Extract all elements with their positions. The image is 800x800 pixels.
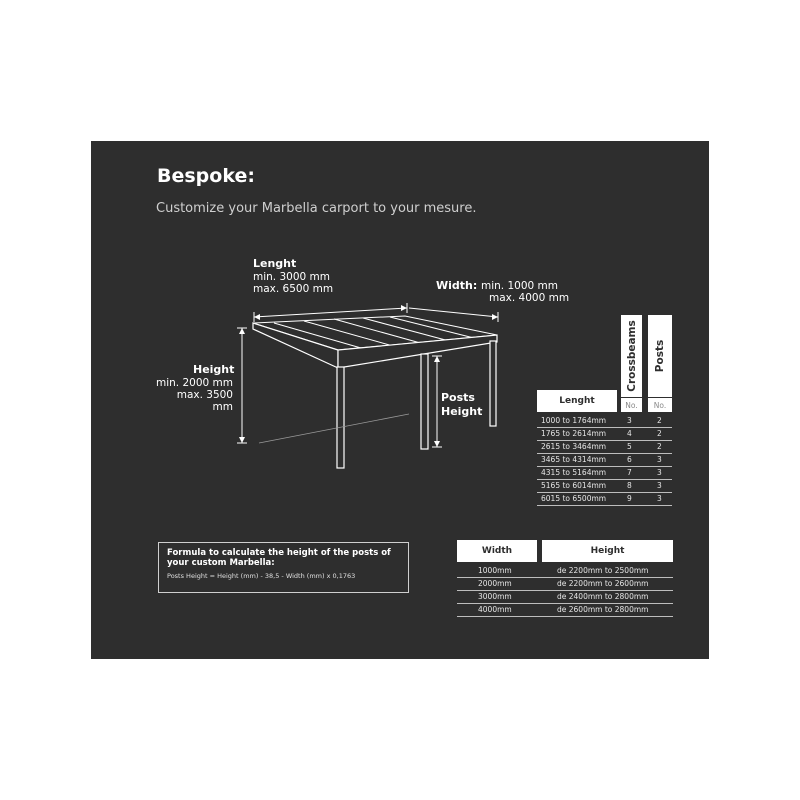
cell-crossbeams: 4 (627, 429, 632, 438)
col-header-width: Width (457, 540, 537, 562)
table-row (457, 578, 673, 591)
col-header-crossbeams: Crossbeams (621, 315, 642, 397)
cell-width: 4000mm (478, 605, 512, 614)
posts-no: No. (648, 398, 672, 412)
cell-posts: 2 (657, 429, 662, 438)
height-max: max. 3500 mm (176, 389, 233, 413)
cell-width: 1000mm (478, 566, 512, 575)
table-row (537, 480, 672, 493)
cell-height-range: de 2200mm to 2600mm (557, 579, 649, 588)
formula-title: Formula to calculate the height of the posts of your custom Marbella: (167, 548, 391, 568)
cell-posts: 3 (657, 455, 662, 464)
cell-height-range: de 2400mm to 2800mm (557, 592, 649, 601)
length-min: min. 3000 mm (253, 271, 330, 283)
cell-length-range: 4315 to 5164mm (541, 468, 607, 477)
cell-length-range: 2615 to 3464mm (541, 442, 607, 451)
cell-length-range: 6015 to 6500mm (541, 494, 607, 503)
cell-height-range: de 2600mm to 2800mm (557, 605, 649, 614)
height-min: min. 2000 mm (156, 377, 233, 389)
height-label: Height (193, 363, 235, 376)
cell-posts: 3 (657, 481, 662, 490)
page-subtitle: Customize your Marbella carport to your mesure. (156, 201, 477, 216)
formula-body: Posts Height = Height (mm) - 38,5 - Width (mm) x 0,1763 (167, 572, 356, 580)
cell-posts: 2 (657, 416, 662, 425)
table-row (537, 428, 672, 441)
cell-posts: 3 (657, 494, 662, 503)
cell-length-range: 1765 to 2614mm (541, 429, 607, 438)
cell-crossbeams: 3 (627, 416, 632, 425)
cell-crossbeams: 7 (627, 468, 632, 477)
cell-length-range: 3465 to 4314mm (541, 455, 607, 464)
cell-crossbeams: 5 (627, 442, 632, 451)
cell-crossbeams: 6 (627, 455, 632, 464)
posts-height-label-2: Height (441, 405, 483, 418)
posts-height-label-1: Posts (441, 391, 475, 404)
cell-crossbeams: 8 (627, 481, 632, 490)
cell-posts: 2 (657, 442, 662, 451)
col-header-height: Height (542, 540, 673, 562)
table-row (537, 441, 672, 454)
col-header-length: Lenght (537, 390, 617, 412)
table-row (537, 454, 672, 467)
cell-crossbeams: 9 (627, 494, 632, 503)
formula-box (158, 542, 409, 593)
crossbeams-no: No. (621, 398, 642, 412)
width-min: min. 1000 mm (481, 280, 558, 292)
table-row (457, 565, 673, 578)
width-max: max. 4000 mm (489, 292, 570, 304)
table-row (457, 591, 673, 604)
length-max: max. 6500 mm (253, 283, 334, 295)
cell-posts: 3 (657, 468, 662, 477)
bespoke-panel (91, 141, 709, 659)
cell-length-range: 5165 to 6014mm (541, 481, 607, 490)
length-label: Lenght (253, 257, 297, 270)
col-header-posts: Posts (648, 315, 672, 397)
width-label: Width: (436, 279, 478, 292)
cell-length-range: 1000 to 1764mm (541, 416, 607, 425)
cell-height-range: de 2200mm to 2500mm (557, 566, 649, 575)
table-row (537, 493, 672, 506)
table-row (457, 604, 673, 617)
table-row (537, 415, 672, 428)
table-row (537, 467, 672, 480)
cell-width: 3000mm (478, 592, 512, 601)
page-title: Bespoke: (157, 165, 255, 187)
cell-width: 2000mm (478, 579, 512, 588)
